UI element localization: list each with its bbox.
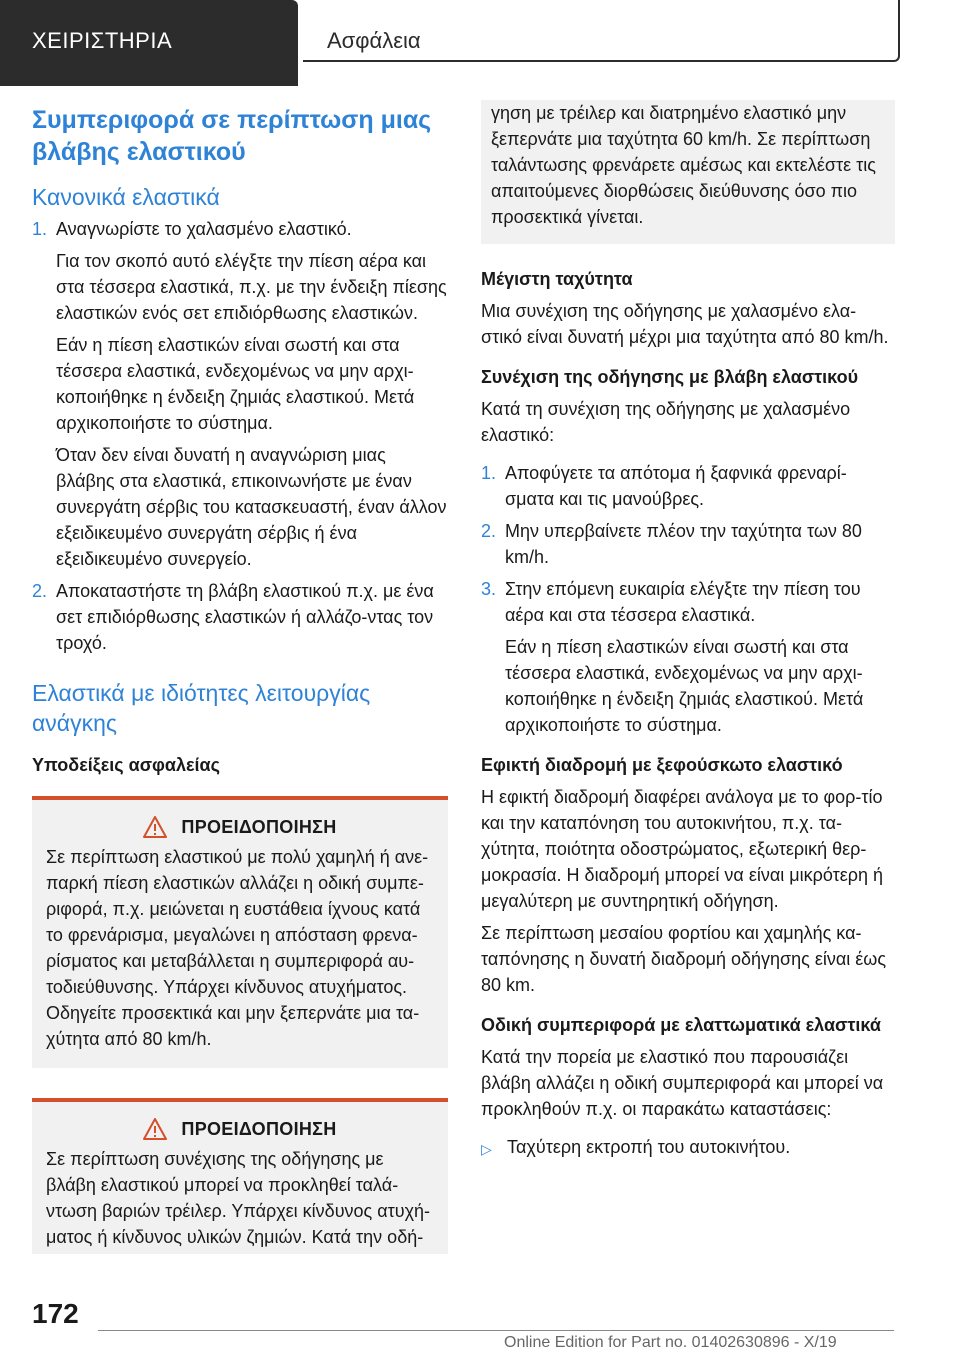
step-text: Αποφύγετε τα απότομα ή ξαφνικά φρεναρί‐σματα και τις μανούβρες. [505,463,847,509]
range-paragraph: Σε περίπτωση μεσαίου φορτίου και χαμηλής κα‐ταπόνησης η δυνατή διαδρομή οδήγησης είναι έως 80 km. [481,923,887,995]
step-text: Στην επόμενη ευκαιρία ελέγξτε την πίεση του αέρα και στα τέσσερα ελαστικά. [505,579,861,625]
footer-divider [98,1330,894,1331]
section-tab: Ασφάλεια [303,0,900,62]
road-behavior-heading: Οδική συμπεριφορά με ελαττωματικά ελαστικά [481,1015,881,1035]
warning-title: ΠΡΟΕΙΔΟΠΟΙΗΣΗ [181,1118,337,1139]
triangle-bullet-icon: ▷ [481,1141,492,1157]
range-heading: Εφικτή διαδρομή με ξεφούσκωτο ελαστικό [481,755,843,775]
step-1-paragraph: Για τον σκοπό αυτό ελέγξτε την πίεση αέρα και στα τέσσερα ελαστικά, π.χ. με την ένδειξη πίεσης ελαστικών ενός σετ επιδιόρθωσης ελαστικών. [56,251,447,323]
continue-step-2 [481,518,895,570]
left-column [32,100,448,1254]
continue-driving-heading: Συνέχιση της οδήγησης με βλάβη ελαστικού [481,367,859,387]
step-text: Αποκαταστήστε τη βλάβη ελαστικού π.χ. με ένα σετ επιδιόρθωσης ελαστικών ή αλλάζο‐ντας τον τροχό. [56,581,434,653]
step-1 [32,216,448,242]
warning-header [46,816,434,838]
continue-step-1 [481,460,895,512]
warning-text: Σε περίπτωση συνέχισης της οδήγησης με βλάβη ελαστικού μπορεί να προκληθεί ταλά‐ντωση βαριών τρέιλερ. Υπάρχει κίνδυνος ατυχή‐ματος ή κίνδυνος υλικών ζημιών. Κατά την οδή‐ [46,1149,431,1247]
step-text: Μην υπερβαίνετε πλέον την ταχύτητα των 80 km/h. [505,521,862,567]
list-item [481,1134,895,1162]
road-behavior-text: Κατά την πορεία με ελαστικό που παρουσιάζει βλάβη αλλάζει η οδική συμπεριφορά και μπορεί να προκληθούν π.χ. οι παρακάτω καταστάσεις: [481,1047,884,1119]
warning-box-continued [481,100,895,244]
warning-box [32,796,448,1068]
page-number: 172 [32,1298,79,1329]
chapter-tab: ΧΕΙΡΙΣΤΗΡΙΑ [0,0,298,86]
step-number: 1. [32,219,48,239]
step-number: 3. [481,579,497,599]
warning-box [32,1098,448,1254]
subheading-runflat-tires: Ελαστικά με ιδιότητες λειτουργίας ανάγκης [32,680,371,736]
footer-edition: Online Edition for Part no. 01402630896 - X/19 [504,1334,837,1351]
warning-text: Σε περίπτωση ελαστικού με πολύ χαμηλή ή ανε‐παρκή πίεση ελαστικών αλλάζει η οδική συμπε‐ριφορά, π.χ. μειώνεται η ευστάθεια ίχνους κατά το φρενάρισμα, μεγαλώνει η απόσταση φρενα‐ρίσματος και μεταβάλλεται η συμπεριφορά αυ‐τοδιεύθυνσης. Υπάρχει κίνδυνος ατυχήματος. Οδηγείτε προσεκτικά και μην ξεπερνάτε μια τα‐χύτητα από 80 km/h. [46,847,429,1049]
max-speed-heading: Μέγιστη ταχύτητα [481,269,633,289]
range-paragraph: Η εφικτή διαδρομή διαφέρει ανάλογα με το φορ‐τίο και την καταπόνηση του αυτοκινήτου, π.χ. τα‐χύτητα, ποιότητα οδοστρώματος, εξωτερική θερ‐μοκρασία. Η διαδρομή μπορεί να είναι μικρότερη ή μεγαλύτερη με συντηρητική οδήγηση. [481,787,884,911]
step-number: 2. [481,521,497,541]
warning-triangle-icon [143,1118,167,1140]
page-title: Συμπεριφορά σε περίπτωση μιας βλάβης ελαστικού [32,106,432,166]
subheading-normal-tires: Κανονικά ελαστικά [32,184,220,210]
continue-step-3 [481,576,895,628]
step-2 [32,578,448,656]
max-speed-text: Μια συνέχιση της οδήγησης με χαλασμένο ελα‐στικό είναι δυνατή μέχρι μια ταχύτητα από 80 km/h. [481,301,889,347]
right-column [481,100,895,1162]
warning-triangle-icon [143,816,167,838]
step-3-paragraph: Εάν η πίεση ελαστικών είναι σωστή και στα τέσσερα ελαστικά, ενδεχομένως να μην αρχι‐κοποιήθηκε η ένδειξη ζημιάς ελαστικού. Μετά αρχικοποιήστε το σύστημα. [505,637,864,735]
continue-driving-intro: Κατά τη συνέχιση της οδήγησης με χαλασμένο ελαστικό: [481,399,851,445]
safety-notes-heading: Υποδείξεις ασφαλείας [32,755,220,775]
step-number: 1. [481,463,497,483]
list-item-text: Ταχύτερη εκτροπή του αυτοκινήτου. [507,1137,791,1157]
warning-text-continued: γηση με τρέιλερ και διατρημένο ελαστικό μην ξεπερνάτε μια ταχύτητα 60 km/h. Σε περίπτωση ταλάντωσης φρενάρετε αμέσως και εκτελέστε τις απαιτούμενες διορθώσεις διεύθυνσης όσο πιο προσεκτικά γίνεται. [491,103,876,227]
warning-title: ΠΡΟΕΙΔΟΠΟΙΗΣΗ [181,816,337,837]
warning-header [46,1118,434,1140]
step-number: 2. [32,581,48,601]
step-text: Αναγνωρίστε το χαλασμένο ελαστικό. [56,219,352,239]
step-1-paragraph: Όταν δεν είναι δυνατή η αναγνώριση μιας βλάβης στα ελαστικά, επικοινωνήστε με έναν συνεργάτη σέρβις του κατασκευαστή, έναν άλλον εξειδικευμένο συνεργάτη σέρβις ή ένα εξειδικευμένο συνεργείο. [56,445,447,569]
step-1-paragraph: Εάν η πίεση ελαστικών είναι σωστή και στα τέσσερα ελαστικά, ενδεχομένως να μην αρχι‐κοποιήθηκε η ένδειξη ζημιάς ελαστικού. Μετά αρχικοποιήστε το σύστημα. [56,335,415,433]
